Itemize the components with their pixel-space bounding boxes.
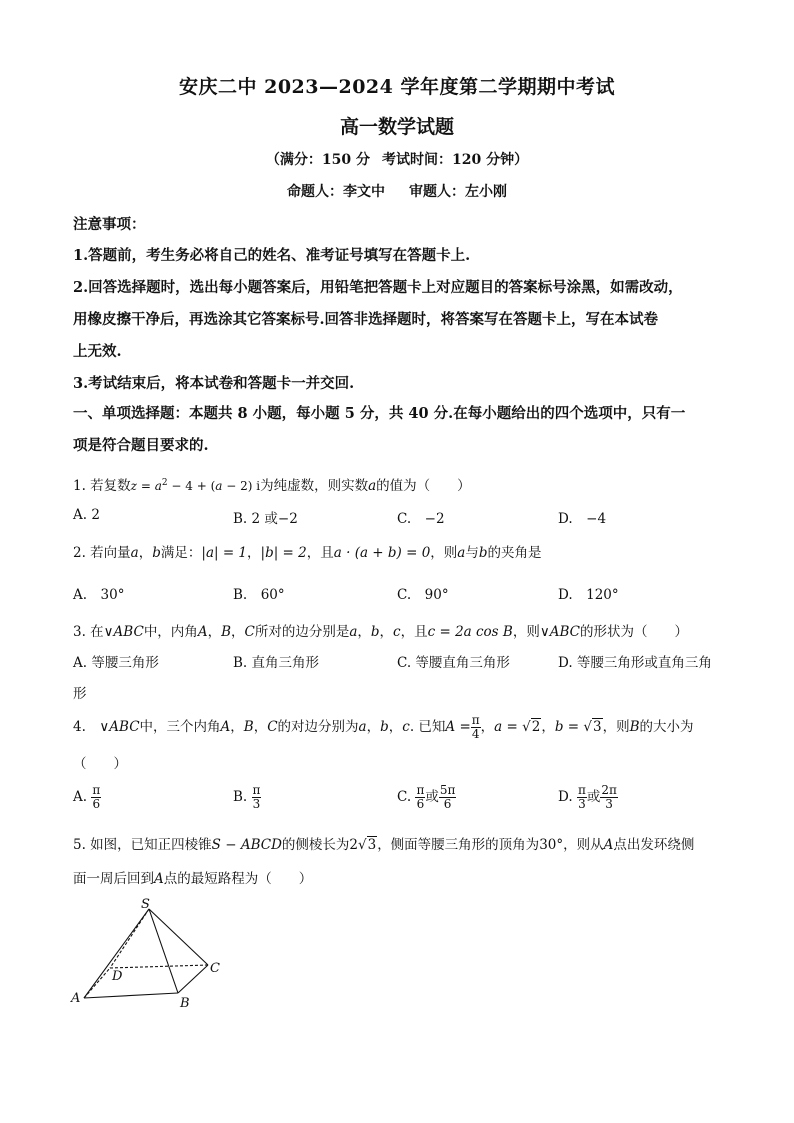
label-d: D <box>112 969 123 984</box>
q4-option-c: C. $\frac{\pi}{6}$ 或 $\frac{5\pi}{6}$ <box>397 783 456 811</box>
notice-heading: 注意事项： <box>73 216 146 233</box>
label-b: B <box>180 996 190 1011</box>
subject-title: 高一数学试题 <box>339 116 454 138</box>
notice-item-1: 1.答题前，考生务必将自己的姓名、准考证号填写在答题卡上. <box>73 247 471 264</box>
authors <box>0 181 794 201</box>
section-1-line-2: 项是符合题目要求的. <box>73 437 209 454</box>
question-4-paren: （ ） <box>73 756 127 772</box>
question-5: 5. 如图，已知正四棱锥S − ABCD的侧棱长为2√3，侧面等腰三角形的顶角为30°，则从A点出发环绕侧 <box>73 837 695 853</box>
q3-option-d: D. 等腰三角形或直角三角 <box>558 655 712 671</box>
q4-option-a: A. $\frac{\pi}{6}$ <box>73 783 101 811</box>
score-info: （满分：150 分 <box>265 152 370 168</box>
q1-option-d: D. −4 <box>558 511 607 527</box>
label-a: A <box>71 991 81 1006</box>
q2-option-a: A. 30° <box>73 587 125 603</box>
q1-option-b: B. 2 或−2 <box>233 511 298 527</box>
edge-d-c <box>110 965 208 968</box>
notice-item-2-line-2: 用橡皮擦干净后，再选涂其它答案标号.回答非选择题时，将答案写在答题卡上，写在本试卷 <box>73 311 659 328</box>
label-s: S <box>141 897 150 912</box>
edge-a-d <box>84 968 110 998</box>
q4-option-d: D. $\frac{\pi}{3}$ 或 $\frac{2\pi}{3}$ <box>558 783 617 811</box>
q4-fraction-pi-4: $\frac{\pi}{4}$ <box>471 713 480 741</box>
edge-s-d <box>110 909 149 968</box>
edge-b-c <box>178 965 208 993</box>
time-info: 考试时间：120 分钟） <box>382 152 529 168</box>
q2-option-d: D. 120° <box>558 587 619 603</box>
question-4: 4. ∨ABC中，三个内角A，B，C的对边分别为a，b，c. 已知A = $\frac{\pi}{4}$ ，a = √2，b = √3，则B的大小为 <box>73 713 694 741</box>
q3-option-b: B. 直角三角形 <box>233 655 320 671</box>
q1-expression: $z = a^2 - 4 + (a - 2)$ i <box>130 478 261 493</box>
q3-option-a: A. 等腰三角形 <box>73 655 159 671</box>
q2-option-b: B. 60° <box>233 587 285 603</box>
edge-s-c <box>149 909 208 965</box>
q1-option-c: C. −2 <box>397 511 445 527</box>
q4-option-b: B. $\frac{\pi}{3}$ <box>233 783 261 811</box>
notice-item-2-line-3: 上无效. <box>73 343 122 360</box>
question-3: 3. 在∨ABC中，内角A，B，C所对的边分别是a，b，c，且c = 2a cos B，则∨ABC的形状为（ ） <box>73 624 688 640</box>
question-1: 1. 若复数$z = a^2 - 4 + (a - 2)$ i为纯虚数，则实数a的值为（ ） <box>73 478 471 494</box>
author: 命题人：李文中 <box>287 184 385 200</box>
school-title: 安庆二中 2023—2024 学年度第二学期期中考试 <box>179 76 615 98</box>
q3-option-d-wrap: 形 <box>73 686 87 702</box>
reviewer: 审题人：左小刚 <box>409 184 507 200</box>
section-1-line-1: 一、单项选择题：本题共 8 小题，每小题 5 分，共 40 分.在每小题给出的四个选项中，只有一 <box>73 405 686 422</box>
pyramid-figure <box>68 895 238 1015</box>
label-c: C <box>210 961 220 976</box>
question-2: 2. 若向量a，b满足：|a| = 1，|b| = 2，且a · (a + b) = 0，则a与b的夹角是 <box>73 545 542 561</box>
edge-s-a <box>84 909 149 998</box>
edge-a-b <box>84 993 178 998</box>
edge-s-b <box>149 909 178 993</box>
q3-option-c: C. 等腰直角三角形 <box>397 655 510 671</box>
notice-item-2-line-1: 2.回答选择题时，选出每小题答案后，用铅笔把答题卡上对应题目的答案标号涂黑，如需改动， <box>73 279 683 296</box>
notice-item-3: 3.考试结束后，将本试卷和答题卡一并交回. <box>73 375 355 392</box>
q2-option-c: C. 90° <box>397 587 449 603</box>
exam-info <box>0 149 794 169</box>
q1-option-a: A. 2 <box>73 507 100 523</box>
question-5-line-2: 面一周后回到A点的最短路程为（ ） <box>73 871 313 887</box>
